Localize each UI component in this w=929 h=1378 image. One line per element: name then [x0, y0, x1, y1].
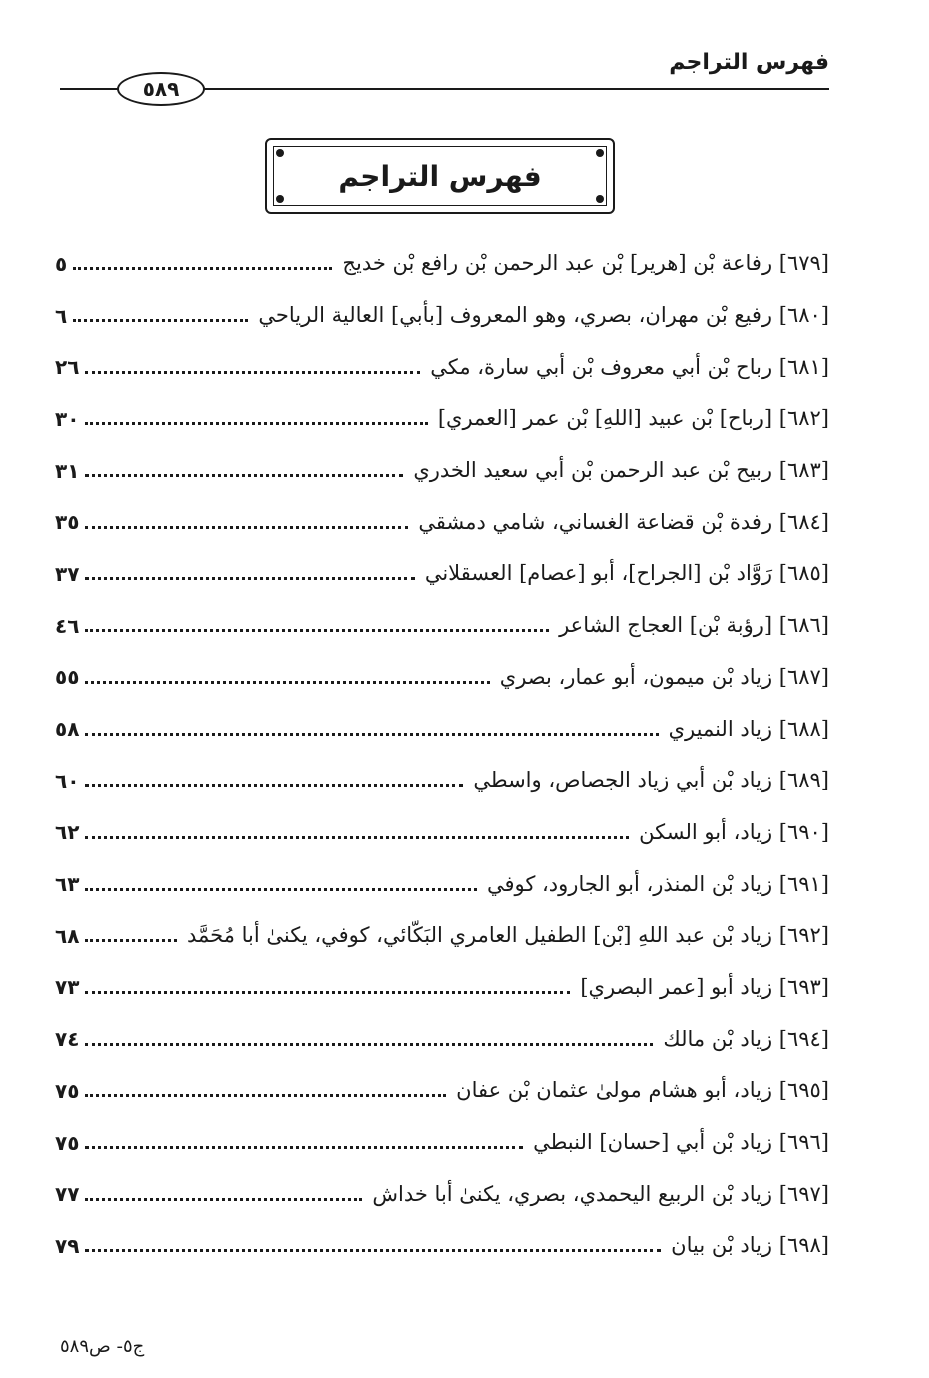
dot-leader: [85, 1198, 362, 1201]
index-entry: [55, 703, 829, 755]
index-entry: [55, 238, 829, 290]
entry-page-number: ٤٦: [55, 613, 80, 638]
entry-title: [٦٨٧] زياد بْن ميمون، أبو عمار، بصري: [499, 664, 829, 689]
dot-leader: [85, 784, 463, 787]
dot-leader: [85, 474, 403, 477]
dot-leader: [85, 1043, 653, 1046]
entry-title: [٦٩٦] زياد بْن أبي [حسان] النبطي: [533, 1130, 829, 1155]
entry-page-number: ٦٨: [55, 923, 80, 948]
dot-leader: [85, 991, 570, 994]
entry-page-number: ٦٠: [55, 768, 80, 793]
entry-title: [٦٨٤] رفدة بْن قضاعة الغساني، شامي دمشقي: [418, 509, 829, 534]
section-title: فهرس التراجم: [338, 159, 542, 193]
entry-page-number: ٥: [55, 251, 68, 276]
entry-title: [٦٧٩] رفاعة بْن [هرير] بْن عبد الرحمن بْن رافع بْن خديج: [342, 251, 829, 276]
index-entry: [55, 1013, 829, 1065]
entry-page-number: ٧٥: [55, 1078, 80, 1103]
dot-leader: [85, 422, 427, 425]
entry-page-number: ٧٤: [55, 1027, 80, 1052]
index-entry: [55, 290, 829, 342]
dot-leader: [73, 267, 332, 270]
entry-page-number: ٦٢: [55, 820, 80, 845]
entry-title: [٦٩٥] زياد، أبو هشام مولىٰ عثمان بْن عفان: [456, 1078, 829, 1103]
dot-leader: [85, 629, 549, 632]
dot-leader: [85, 733, 658, 736]
entry-page-number: ٣٥: [55, 510, 80, 535]
entry-title: [٦٨١] رباح بْن أبي معروف بْن أبي سارة، مكي: [430, 354, 829, 379]
entry-page-number: ٣١: [55, 458, 80, 483]
index-entry: [55, 600, 829, 652]
entry-title: [٦٨٨] زياد النميري: [668, 716, 829, 741]
index-entry: [55, 445, 829, 497]
index-entry: [55, 807, 829, 859]
page-number-badge: ٥٨٩: [117, 72, 205, 106]
entry-page-number: ٥٨: [55, 717, 80, 742]
index-entry: [55, 652, 829, 704]
index-entry: [55, 341, 829, 393]
dot-leader: [85, 681, 489, 684]
dot-leader: [85, 888, 477, 891]
entry-page-number: ٦: [55, 303, 68, 328]
index-entry: [55, 1117, 829, 1169]
dot-leader: [85, 1094, 446, 1097]
entry-page-number: ٥٥: [55, 665, 80, 690]
dot-leader: [73, 319, 248, 322]
entry-page-number: ٧٩: [55, 1233, 80, 1258]
dot-leader: [85, 1146, 523, 1149]
entry-title: [٦٩٣] زياد أبو [عمر البصري]: [580, 974, 829, 999]
entry-title: [٦٨٦] [رؤبة بْن] العجاج الشاعر: [559, 613, 829, 638]
index-entry: [55, 496, 829, 548]
dot-leader: [85, 577, 414, 580]
dot-leader: [85, 1249, 661, 1252]
biography-index-list: [55, 238, 829, 1272]
entry-title: [٦٨٢] [رباح] بْن عبيد [اللهِ] بْن عمر [العمري]: [437, 406, 829, 431]
index-entry: [55, 1220, 829, 1272]
entry-page-number: ٣٠: [55, 406, 80, 431]
index-entry: [55, 1168, 829, 1220]
index-entry: [55, 962, 829, 1014]
entry-title: [٦٨٣] ربيح بْن عبد الرحمن بْن أبي سعيد الخدري: [413, 458, 829, 483]
dot-leader: [85, 371, 420, 374]
entry-title: [٦٩٨] زياد بْن بيان: [671, 1233, 829, 1258]
index-entry: [55, 858, 829, 910]
entry-title: [٦٨٥] رَوَّاد بْن [الجراح]، أبو [عصام] العسقلاني: [424, 561, 829, 586]
entry-page-number: ٢٦: [55, 355, 80, 380]
index-entry: [55, 910, 829, 962]
dot-leader: [85, 939, 177, 942]
entry-title: [٦٩٤] زياد بْن مالك: [663, 1026, 829, 1051]
entry-page-number: ٣٧: [55, 561, 80, 586]
entry-page-number: ٧٥: [55, 1130, 80, 1155]
index-entry: [55, 1065, 829, 1117]
running-header-title: فهرس التراجم: [669, 50, 829, 75]
volume-page-footer: ج٥- ص٥٨٩: [60, 1336, 145, 1357]
entry-title: [٦٩٢] زياد بْن عبد اللهِ [بْن] الطفيل العامري البَكّائي، كوفي، يكنىٰ أبا مُحَمَّد: [186, 923, 829, 948]
entry-page-number: ٦٣: [55, 872, 80, 897]
entry-title: [٦٨٠] رفيع بْن مهران، بصري، وهو المعروف [بأبي] العالية الرياحي: [258, 303, 829, 328]
index-entry: [55, 755, 829, 807]
section-title-frame: [265, 138, 615, 214]
dot-leader: [85, 526, 408, 529]
section-title-inner-frame: [273, 146, 607, 206]
entry-page-number: ٧٧: [55, 1182, 80, 1207]
index-entry: [55, 393, 829, 445]
entry-title: [٦٩٧] زياد بْن الربيع اليحمدي، بصري، يكنىٰ أبا خداش: [372, 1181, 829, 1206]
index-entry: [55, 548, 829, 600]
dot-leader: [85, 836, 629, 839]
entry-title: [٦٨٩] زياد بْن أبي زياد الجصاص، واسطي: [473, 768, 829, 793]
entry-title: [٦٩٠] زياد، أبو السكن: [639, 819, 829, 844]
entry-page-number: ٧٣: [55, 975, 80, 1000]
entry-title: [٦٩١] زياد بْن المنذر، أبو الجارود، كوفي: [486, 871, 829, 896]
